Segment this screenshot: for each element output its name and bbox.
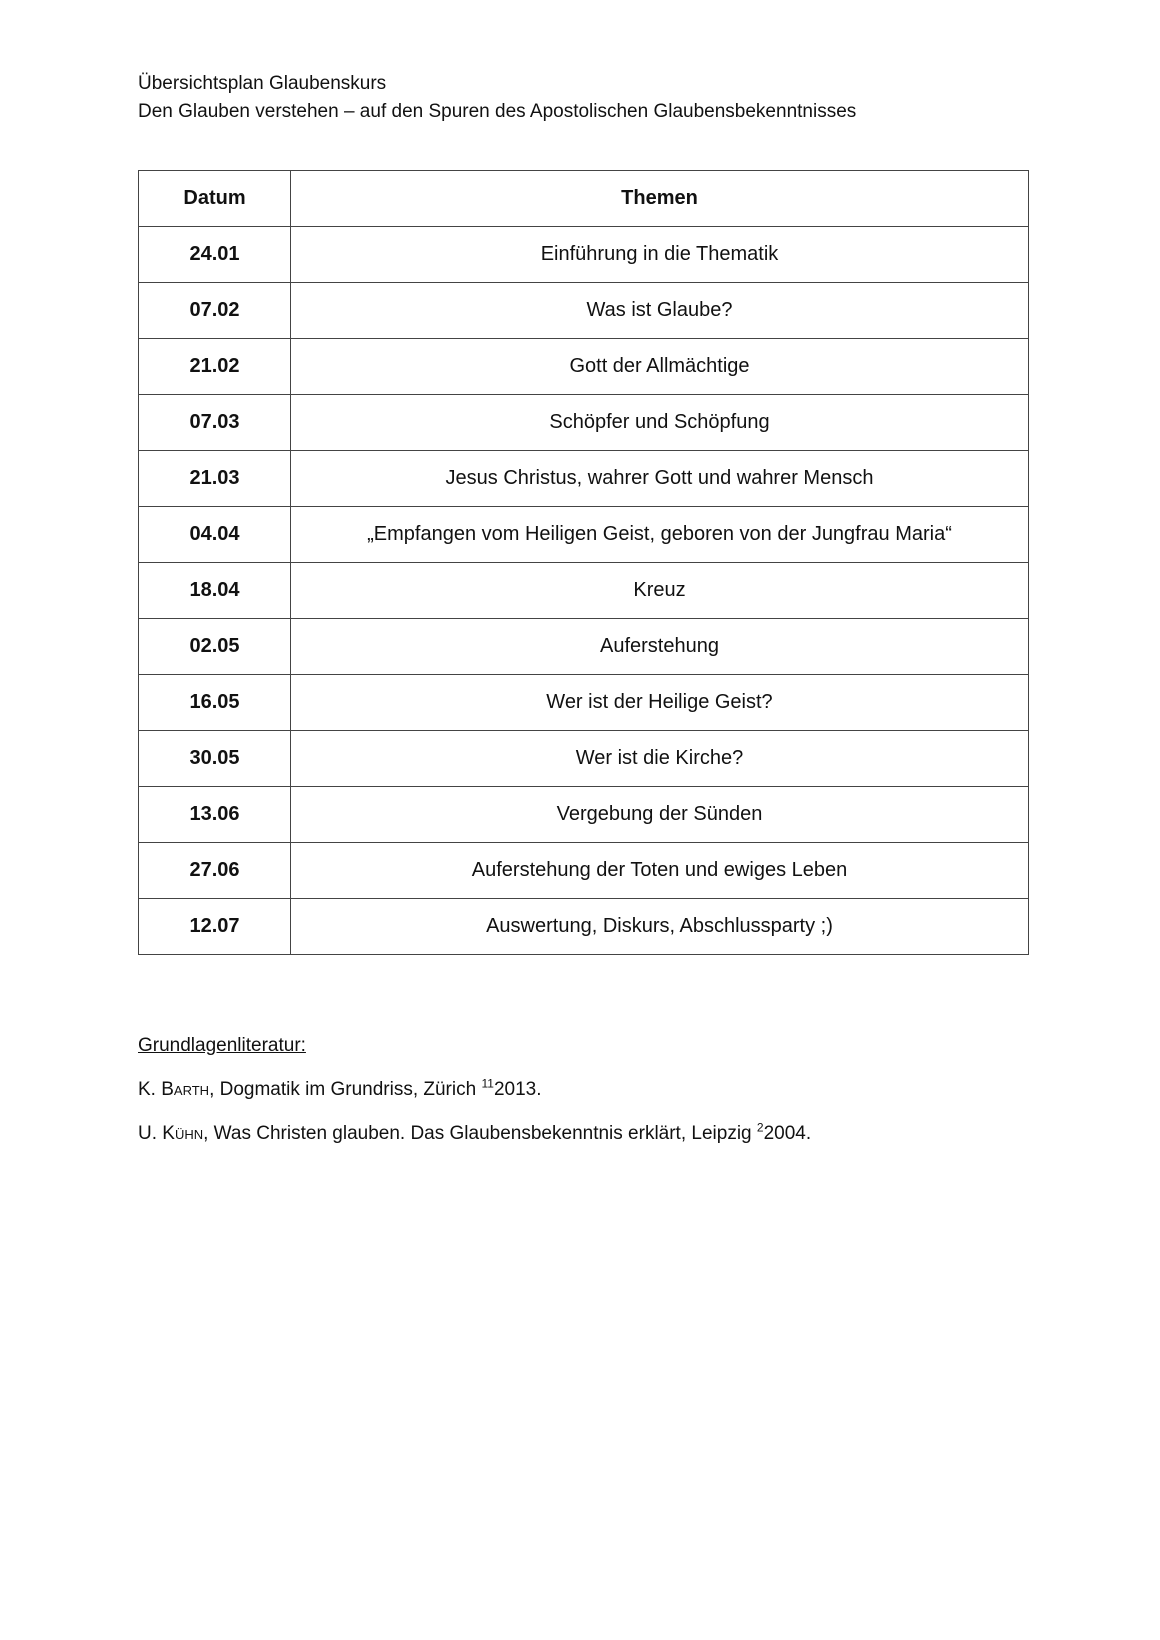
- topic-cell: Auferstehung der Toten und ewiges Leben: [291, 843, 1029, 899]
- date-cell: 24.01: [139, 227, 291, 283]
- column-header-topic: Themen: [291, 171, 1029, 227]
- entry-title: , Was Christen glauben. Das Glaubensbekenntnis erklärt, Leipzig: [203, 1123, 757, 1144]
- table-row: [139, 451, 1029, 507]
- table-row: [139, 787, 1029, 843]
- literature-heading: Grundlagenliteratur:: [138, 1035, 306, 1056]
- table-row: [139, 227, 1029, 283]
- date-cell: 07.02: [139, 283, 291, 339]
- topic-cell: „Empfangen vom Heiligen Geist, geboren von der Jungfrau Maria“: [291, 507, 1029, 563]
- table-row: [139, 899, 1029, 955]
- date-cell: 21.03: [139, 451, 291, 507]
- topic-cell: Gott der Allmächtige: [291, 339, 1029, 395]
- topic-cell: Wer ist der Heilige Geist?: [291, 675, 1029, 731]
- schedule-table: [138, 170, 1029, 955]
- topic-cell: Kreuz: [291, 563, 1029, 619]
- date-cell: 16.05: [139, 675, 291, 731]
- date-cell: 13.06: [139, 787, 291, 843]
- table-row: [139, 619, 1029, 675]
- entry-title: , Dogmatik im Grundriss, Zürich: [209, 1079, 482, 1100]
- literature-entry: [138, 1120, 811, 1148]
- table-row: [139, 563, 1029, 619]
- topic-cell: Schöpfer und Schöpfung: [291, 395, 1029, 451]
- literature-section: [138, 1032, 811, 1164]
- table-row: [139, 843, 1029, 899]
- date-cell: 30.05: [139, 731, 291, 787]
- edition-number: 2: [756, 1120, 764, 1135]
- edition-number: 11: [481, 1076, 494, 1091]
- document-header: [138, 70, 856, 126]
- document-subtitle: Den Glauben verstehen – auf den Spuren des Apostolischen Glaubensbekenntnisses: [138, 101, 857, 122]
- topic-cell: Auferstehung: [291, 619, 1029, 675]
- author-initial: K.: [138, 1079, 162, 1100]
- date-cell: 21.02: [139, 339, 291, 395]
- table-row: [139, 507, 1029, 563]
- date-cell: 12.07: [139, 899, 291, 955]
- date-cell: 07.03: [139, 395, 291, 451]
- topic-cell: Jesus Christus, wahrer Gott und wahrer Mensch: [291, 451, 1029, 507]
- table-row: [139, 283, 1029, 339]
- table-row: [139, 731, 1029, 787]
- entry-year: 2013.: [493, 1079, 542, 1100]
- topic-cell: Was ist Glaube?: [291, 283, 1029, 339]
- entry-year: 2004.: [763, 1123, 812, 1144]
- date-cell: 04.04: [139, 507, 291, 563]
- topic-cell: Wer ist die Kirche?: [291, 731, 1029, 787]
- column-header-date: Datum: [139, 171, 291, 227]
- date-cell: 18.04: [139, 563, 291, 619]
- author-name: Barth: [161, 1079, 210, 1100]
- table-header-row: [139, 171, 1029, 227]
- topic-cell: Auswertung, Diskurs, Abschlussparty ;): [291, 899, 1029, 955]
- topic-cell: Vergebung der Sünden: [291, 787, 1029, 843]
- document-title: Übersichtsplan Glaubenskurs: [138, 73, 387, 94]
- date-cell: 02.05: [139, 619, 291, 675]
- topic-cell: Einführung in die Thematik: [291, 227, 1029, 283]
- author-name: Kühn: [162, 1123, 204, 1144]
- table-row: [139, 395, 1029, 451]
- literature-entry: [138, 1076, 811, 1104]
- table-row: [139, 675, 1029, 731]
- table-row: [139, 339, 1029, 395]
- author-initial: U.: [138, 1123, 163, 1144]
- date-cell: 27.06: [139, 843, 291, 899]
